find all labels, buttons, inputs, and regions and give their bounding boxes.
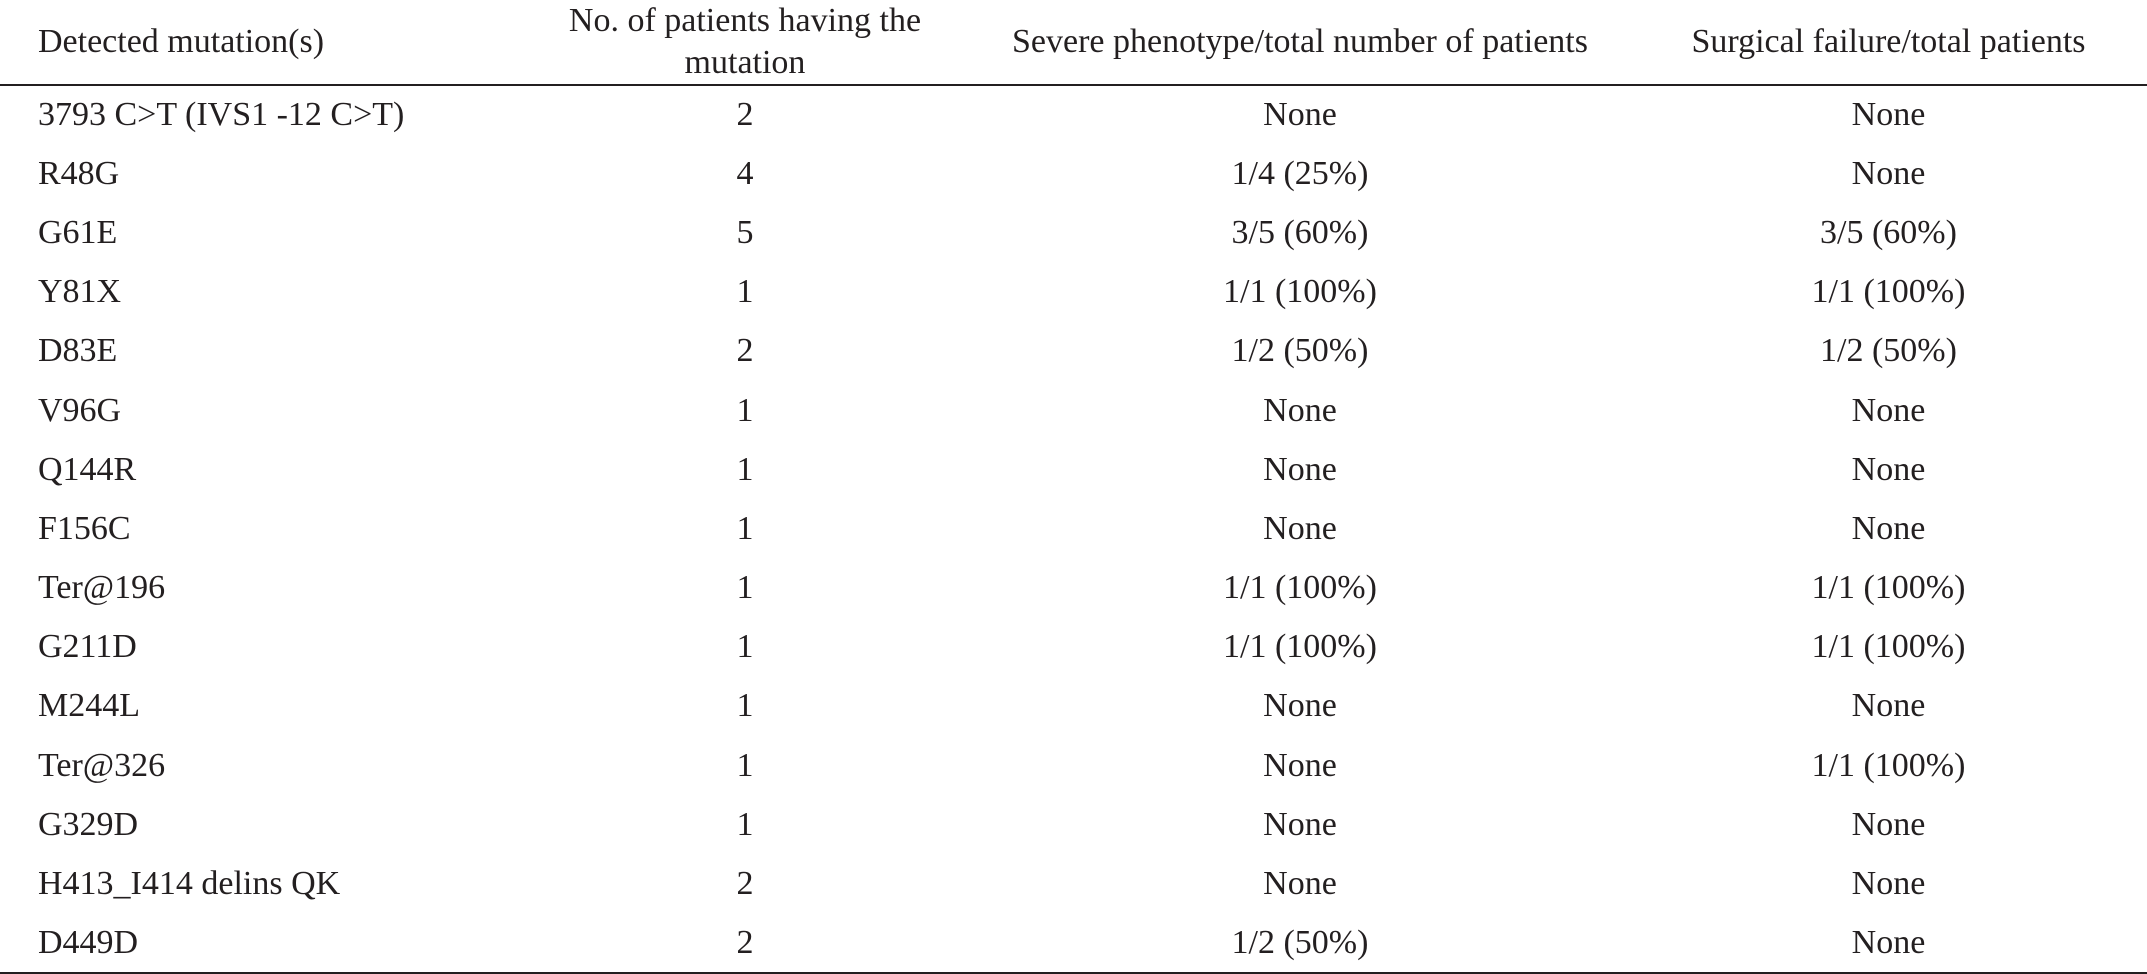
cell-patient-count: 1: [736, 391, 754, 429]
cell-surgical-failure: None: [1851, 687, 1926, 725]
cell-surgical-failure: 1/1 (100%): [1811, 273, 1966, 311]
cell-mutation: G329D: [38, 805, 139, 843]
cell-surgical-failure: 1/1 (100%): [1811, 569, 1966, 607]
cell-surgical-failure: None: [1851, 154, 1926, 192]
cell-patient-count: 4: [736, 154, 754, 192]
cell-mutation: G211D: [38, 628, 137, 666]
header-severe-phenotype: Severe phenotype/total number of patients: [970, 0, 1630, 85]
cell-severe-phenotype: None: [1263, 805, 1337, 843]
cell-severe-phenotype: None: [1263, 865, 1337, 903]
header-detected-mutations: Detected mutation(s): [0, 0, 520, 85]
cell-mutation: Ter@326: [38, 746, 166, 784]
cell-surgical-failure: None: [1851, 805, 1926, 843]
table-row: [0, 203, 2147, 262]
cell-severe-phenotype: None: [1263, 391, 1337, 429]
cell-mutation: Y81X: [38, 273, 122, 311]
table-row: [0, 618, 2147, 677]
cell-severe-phenotype: None: [1263, 746, 1337, 784]
cell-patient-count: 1: [736, 450, 754, 488]
table-row: [0, 499, 2147, 558]
cell-severe-phenotype: None: [1263, 687, 1337, 725]
cell-patient-count: 1: [736, 569, 754, 607]
table-row: [0, 914, 2147, 973]
table-row: [0, 144, 2147, 203]
table-row: [0, 381, 2147, 440]
table-row: [0, 263, 2147, 322]
header-row: [0, 0, 2147, 85]
cell-severe-phenotype: None: [1263, 450, 1337, 488]
cell-patient-count: 1: [736, 805, 754, 843]
cell-mutation: V96G: [38, 391, 122, 429]
header-surgical-failure: Surgical failure/total patients: [1630, 0, 2147, 85]
cell-mutation: D83E: [38, 332, 118, 370]
cell-patient-count: 1: [736, 687, 754, 725]
cell-mutation: R48G: [38, 154, 120, 192]
cell-patient-count: 2: [520, 914, 970, 973]
cell-severe-phenotype: 1/1 (100%): [1223, 569, 1377, 607]
cell-patient-count: 2: [736, 332, 754, 370]
cell-severe-phenotype: 1/2 (50%): [970, 914, 1630, 973]
cell-patient-count: 5: [736, 213, 754, 251]
cell-surgical-failure: None: [1851, 391, 1926, 429]
cell-surgical-failure: None: [1851, 450, 1926, 488]
cell-surgical-failure: None: [1851, 865, 1926, 903]
table-body: [0, 85, 2147, 973]
cell-mutation: D449D: [0, 914, 520, 973]
cell-patient-count: 1: [736, 509, 754, 547]
table-row: [0, 322, 2147, 381]
table-row: [0, 677, 2147, 736]
table-row: [0, 854, 2147, 913]
cell-severe-phenotype: None: [1263, 509, 1337, 547]
table-header: [0, 0, 2147, 85]
cell-severe-phenotype: 1/1 (100%): [1223, 628, 1377, 666]
cell-surgical-failure: None: [1851, 96, 1926, 134]
table-row: [0, 85, 2147, 144]
cell-mutation: H413_I414 delins QK: [38, 865, 341, 903]
header-patient-count: No. of patients having the mutation: [520, 0, 970, 85]
cell-mutation: G61E: [38, 213, 118, 251]
table-row: [0, 559, 2147, 618]
cell-mutation: Ter@196: [38, 569, 166, 607]
table-row: [0, 736, 2147, 795]
cell-surgical-failure: 3/5 (60%): [1820, 213, 1957, 251]
cell-patient-count: 1: [736, 746, 754, 784]
cell-severe-phenotype: 3/5 (60%): [1231, 213, 1369, 251]
cell-patient-count: 2: [736, 96, 754, 134]
cell-surgical-failure: None: [1630, 914, 2147, 973]
cell-mutation: M244L: [38, 687, 140, 725]
cell-surgical-failure: 1/2 (50%): [1820, 332, 1957, 370]
cell-surgical-failure: None: [1851, 509, 1926, 547]
cell-severe-phenotype: 1/2 (50%): [1231, 332, 1369, 370]
cell-mutation: F156C: [38, 509, 131, 547]
cell-patient-count: 2: [736, 865, 754, 903]
cell-surgical-failure: 1/1 (100%): [1811, 628, 1966, 666]
table-row: [0, 440, 2147, 499]
table-row: [0, 795, 2147, 854]
cell-surgical-failure: 1/1 (100%): [1811, 746, 1966, 784]
cell-mutation: 3793 C>T (IVS1 -12 C>T): [38, 96, 405, 134]
cell-mutation: Q144R: [38, 450, 137, 488]
cell-severe-phenotype: 1/1 (100%): [1223, 273, 1377, 311]
cell-patient-count: 1: [736, 628, 754, 666]
cell-severe-phenotype: None: [1263, 96, 1337, 134]
cell-severe-phenotype: 1/4 (25%): [1231, 154, 1369, 192]
cell-patient-count: 1: [736, 273, 754, 311]
